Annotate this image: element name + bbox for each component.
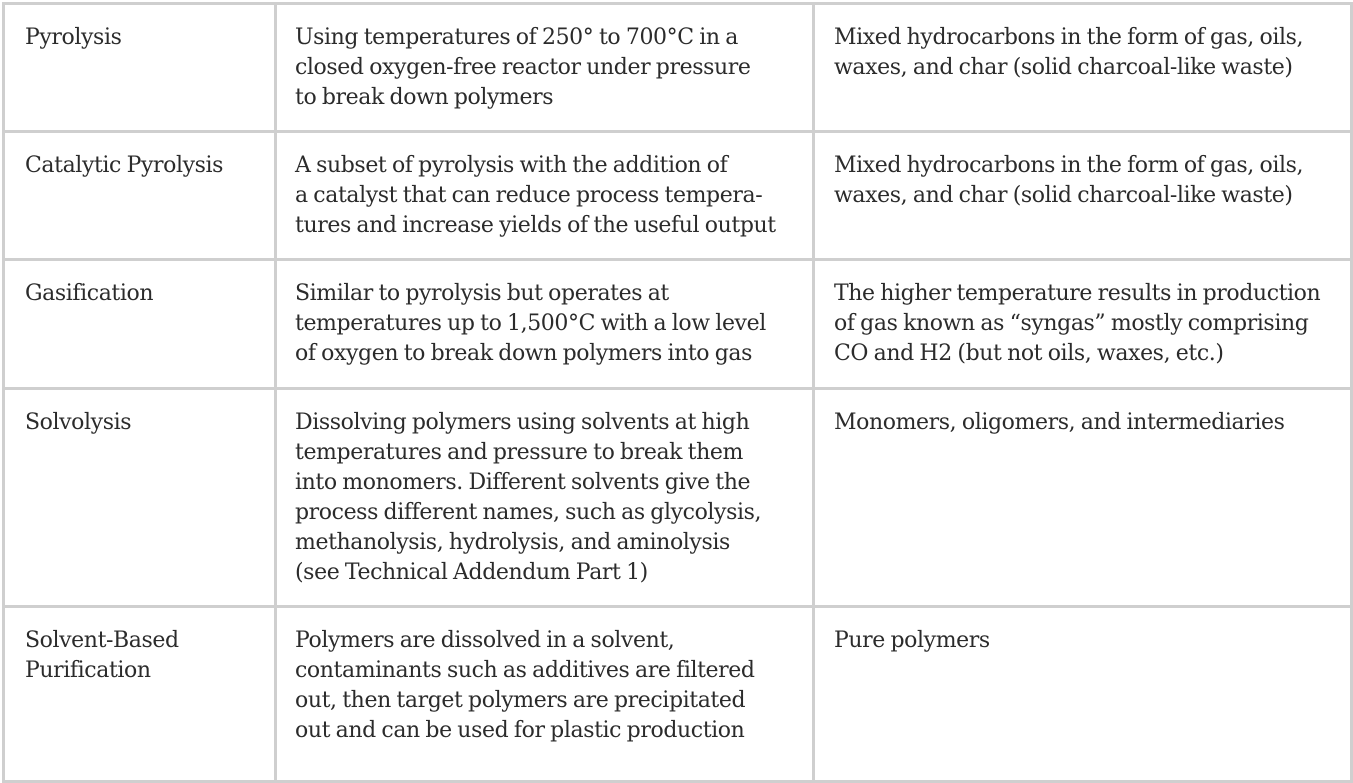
cell-text-line: Purification xyxy=(25,658,151,683)
table-row xyxy=(4,607,1352,782)
cell-text-line: process different names, such as glycolysis, xyxy=(295,500,762,525)
cell-text-line: Mixed hydrocarbons in the form of gas, oils, xyxy=(834,25,1304,50)
process-description-cell xyxy=(276,607,814,782)
cell-text-line: methanolysis, hydrolysis, and aminolysis xyxy=(295,530,730,555)
cell-text-line: into monomers. Different solvents give the xyxy=(295,470,751,495)
cell-text-line: Catalytic Pyrolysis xyxy=(25,153,224,178)
table-row xyxy=(4,4,1352,132)
table-row xyxy=(4,132,1352,260)
cell-text-line: Gasification xyxy=(25,281,154,306)
cell-text-line: Pyrolysis xyxy=(25,25,122,50)
cell-text-line: Similar to pyrolysis but operates at xyxy=(295,281,669,306)
cell-text-line: contaminants such as additives are filtered xyxy=(295,658,755,683)
cell-text-line: of oxygen to break down polymers into gas xyxy=(295,341,753,366)
cell-text-line: (see Technical Addendum Part 1) xyxy=(295,560,648,585)
cell-text-line: Polymers are dissolved in a solvent, xyxy=(295,628,675,653)
cell-text-line: Solvolysis xyxy=(25,410,132,435)
cell-text-line: Mixed hydrocarbons in the form of gas, oils, xyxy=(834,153,1304,178)
cell-text-line: A subset of pyrolysis with the addition of xyxy=(295,153,728,178)
technology-name-cell xyxy=(4,132,276,260)
output-cell xyxy=(814,4,1352,132)
cell-text-line: out, then target polymers are precipitated xyxy=(295,688,746,713)
process-description-cell xyxy=(276,4,814,132)
output-cell xyxy=(814,132,1352,260)
output-cell xyxy=(814,260,1352,389)
cell-text-line: tures and increase yields of the useful output xyxy=(295,213,776,238)
cell-text-line: The higher temperature results in production xyxy=(834,281,1321,306)
output-cell xyxy=(814,607,1352,782)
technology-name-cell xyxy=(4,607,276,782)
table-row xyxy=(4,260,1352,389)
technology-name-cell xyxy=(4,4,276,132)
cell-text-line: a catalyst that can reduce process tempera- xyxy=(295,183,763,208)
process-description-cell xyxy=(276,389,814,607)
cell-text-line: waxes, and char (solid charcoal-like waste) xyxy=(834,183,1293,208)
technology-name-cell xyxy=(4,260,276,389)
output-cell xyxy=(814,389,1352,607)
cell-text-line: Solvent-Based xyxy=(25,628,179,653)
recycling-technologies-table xyxy=(2,2,1353,783)
cell-text-line: Using temperatures of 250° to 700°C in a xyxy=(295,25,738,50)
cell-text-line: of gas known as “syngas” mostly comprising xyxy=(834,311,1309,336)
cell-text-line: temperatures up to 1,500°C with a low level xyxy=(295,311,766,336)
cell-text-line: waxes, and char (solid charcoal-like waste) xyxy=(834,55,1293,80)
cell-text-line: CO and H2 (but not oils, waxes, etc.) xyxy=(834,341,1224,366)
cell-text-line: to break down polymers xyxy=(295,85,554,110)
technology-name-cell xyxy=(4,389,276,607)
cell-text-line: out and can be used for plastic production xyxy=(295,718,745,743)
cell-text-line: closed oxygen-free reactor under pressure xyxy=(295,55,751,80)
table-row xyxy=(4,389,1352,607)
cell-text-line: temperatures and pressure to break them xyxy=(295,440,743,465)
cell-text-line: Monomers, oligomers, and intermediaries xyxy=(834,410,1285,435)
process-description-cell xyxy=(276,132,814,260)
cell-text-line: Dissolving polymers using solvents at high xyxy=(295,410,750,435)
cell-text-line: Pure polymers xyxy=(834,628,990,653)
process-description-cell xyxy=(276,260,814,389)
